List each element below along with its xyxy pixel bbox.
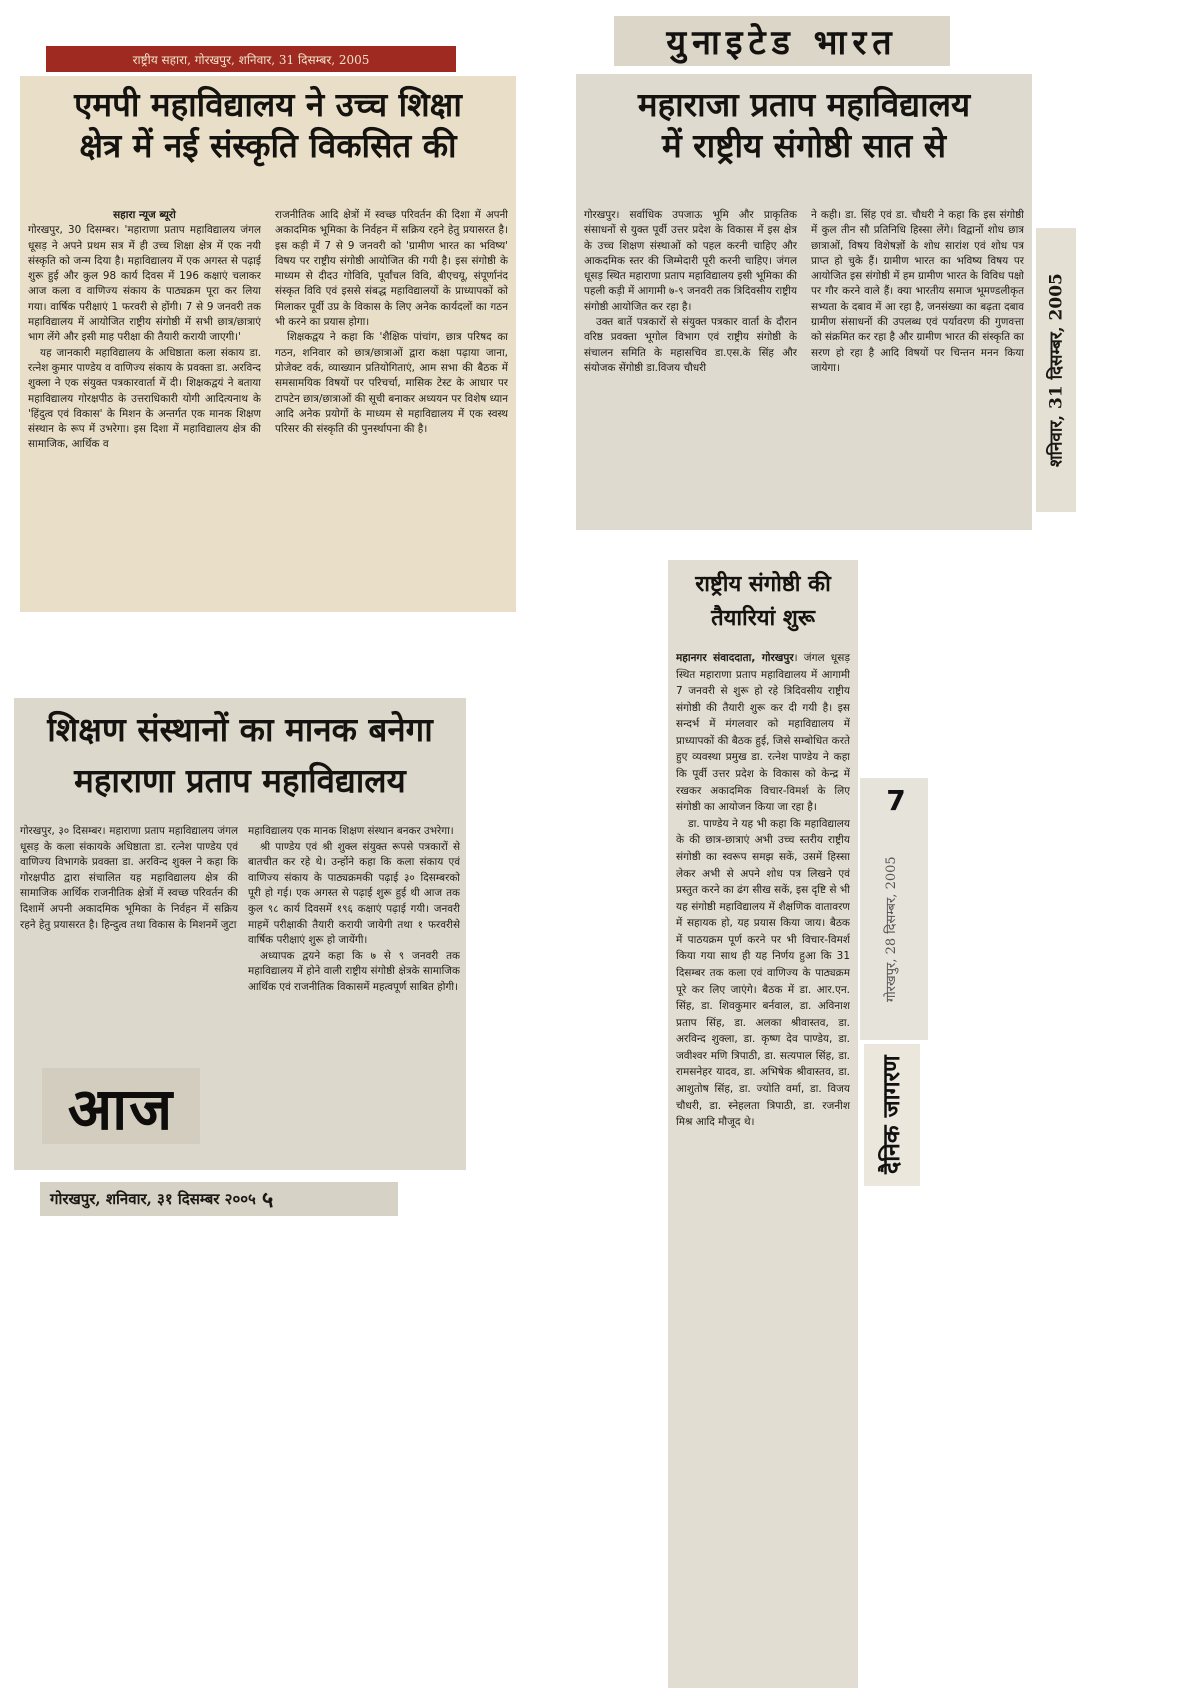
united-headline-line-1: महाराजा प्रताप महाविद्यालय [637, 85, 971, 124]
aaj-col2-para-1: महाविद्यालय एक मानक शिक्षण संस्थान बनकर उभरेगा। [248, 825, 454, 837]
sahara-byline: सहारा न्यूज ब्यूरो [113, 209, 176, 221]
aaj-logo: आज [67, 1074, 175, 1143]
aaj-col2-para-2: श्री पाण्डेय एवं श्री शुक्ल संयुक्त रूपसे पत्रकारों से बातचीत कर रहे थे। उन्होंने कहा कि कला संकाय एवं वाणिज्य संकाय के पाठ्यक्रमकी पढ़ाई ३० दिसम्बरको पूरी हो गई। एक अगस्त से पढ़ाई शुरू हुई थी आज तक कुल ९८ कार्य दिवसमें १९६ कक्षाएं पढ़ाई गयी। जनवरी माहमें परीक्षाकी तैयारी करायी जायेगी तथा १ फरवरीसे वार्षिक परीक्षाएं शुरू हो जायेंगी। [248, 840, 460, 947]
aaj-headline-line-1: शिक्षण संस्थानों का मानक बनेगा [47, 710, 433, 749]
united-column-2 [811, 208, 1024, 526]
jagran-body [676, 650, 850, 1682]
sahara-col1-para-2: यह जानकारी महाविद्यालय के अधिष्ठाता कला संकाय डा. रत्नेश कुमार पाण्डेय व वाणिज्य संकाय के प्रवक्ता डा. अरविन्द शुक्ला ने एक संयुक्त पत्रकारवार्ता में दी। शिक्षकद्वयं ने बताया महाविद्यालय गोरक्षपीठ के उत्तराधिकारी योगी आदित्यनाथ के 'हिंदुत्व एवं विकास' के मिशन के अन्तर्गत एक मानक शिक्षण संस्थान के रूप में उभरेगा। इस दिशा में महाविद्यालय क्षेत्र की सामाजिक, आर्थिक व [28, 346, 261, 451]
sahara-headline-line-1: एमपी महाविद्यालय ने उच्च शिक्षा [74, 85, 462, 124]
jagran-para-2: डा. पाण्डेय ने यह भी कहा कि महाविद्यालय के की छात्र-छात्राएं अभी उच्च स्तरीय राष्ट्रीय संगोष्ठी का स्वरूप समझ सकें, उसमें हिस्सा लेकर अभी से अपने शोध पत्र लिखने एवं प्रस्तुत करने का ढंग सीख सकें, इस दृष्टि से भी यह संगोष्ठी महाविद्यालय में शैक्षणिक वातावरण में सहायक हो, यह प्रयास किया जाय। बैठक में पाठयक्रम पूर्ण करने पर भी विचार-विमर्श किया गया साथ ही यह निर्णय हुआ कि 31 दिसम्बर तक कला एवं वाणिज्य के पाठ्यक्रम पूरे कर लिए जाएंगे। बैठक में डा. आर.एन. सिंह, डा. शिवकुमार बर्नवाल, डा. अविनाश प्रताप सिंह, डा. अलका श्रीवास्तव, डा. अरविन्द शुक्ला, डा. कृष्ण देव पाण्डेय, डा. जवीश्वर मणि त्रिपाठी, डा. सत्यपाल सिंह, डा. रामसनेहर यादव, डा. अभिषेक श्रीवास्तव, डा. आशुतोष सिंह, डा. ज्योति वर्मा, डा. विजय चौधरी, डा. स्नेहलता त्रिपाठी, डा. रजनीश मिश्र आदि मौजूद थे। [676, 817, 850, 1129]
aaj-col2-para-3: अध्यापक द्वयने कहा कि ७ से ९ जनवरी तक महाविद्यालय में होने वाली राष्ट्रीय संगोष्ठी क्षेत्रके सामाजिक आर्थिक एवं राजनीतिक विकासमें महत्वपूर्ण साबित होगी। [248, 949, 460, 994]
united-masthead: युनाइटेड भारत [666, 23, 898, 63]
united-side-date: शनिवार, 31 दिसम्बर, 2005 [1046, 273, 1067, 467]
united-body [584, 208, 1024, 526]
sahara-column-1 [28, 208, 261, 608]
sahara-col2-para-1: राजनीतिक आदि क्षेत्रों में स्वच्छ परिवर्तन की दिशा में अपनी अकादमिक भूमिका के निर्वहन में सक्रिय रहने हेतु प्रयासरत है। इस कड़ी में 7 से 9 जनवरी को 'ग्रामीण भारत का भविष्य' विषय पर राष्ट्रीय संगोष्ठी आयोजित की गयी है। इस संगोष्ठी के माध्यम से दीदउ गोविवि, पूर्वांचल विवि, बीएचयू, संपूर्णानंद संस्कृत विवि एवं इससे संबद्ध महाविद्यालयों के प्राध्यापकों को मिलाकर पूर्वी उप्र के विकास के लिए अनेक कार्यदलों का गठन भी करने का प्रयास होगा। [275, 209, 508, 329]
aaj-column-2 [248, 824, 460, 1164]
jagran-page-number: 7 [886, 784, 906, 817]
jagran-para-1 [676, 650, 850, 816]
sahara-dateline-bar [46, 46, 456, 72]
sahara-col1-para-1: गोरखपुर, 30 दिसम्बर। 'महाराणा प्रताप महाविद्यालय जंगल धूसड़ ने अपने प्रथम सत्र में ही उच्च शिक्षा क्षेत्र में एक नयी संस्कृति को जन्म दिया है। महाविद्यालय में एक अगस्त से पढ़ाई शुरू हुई और कुल 98 कार्य दिवस में 196 कक्षाएं चलाकर आज कला व वाणिज्य संकाय के पाठ्यक्रम पूरा कर लिया गया। वार्षिक परीक्षाएं 1 फरवरी से होंगी। 7 से 9 जनवरी तक महाविद्यालय में आयोजित राष्ट्रीय संगोष्ठी में सभी छात्र/छात्राएं भाग लेंगे और इसी माह परीक्षा की तैयारी करायी जाएगी।' [28, 224, 261, 344]
united-clipping [576, 74, 1032, 530]
jagran-para-1-text: । जंगल धूसड़ स्थित महाराणा प्रताप महाविद्यालय में आगामी 7 जनवरी से शुरू हो रहे त्रिदिवसीय राष्ट्रीय संगोष्ठी की तैयारी शुरू कर दी गयी है। इस सन्दर्भ में मंगलवार को महाविद्यालय में प्राध्यापकों की बैठक हुई, जिसे सम्बोधित करते हुए व्यवस्था प्रमुख डा. रत्नेश पाण्डेय ने कहा कि पूर्वी उत्तर प्रदेश के विकास को केन्द्र में रखकर अकादमिक विचार-विमर्श के लिए संगोष्ठी का आयोजन किया जा रहा है। [676, 652, 850, 814]
sahara-body [28, 208, 508, 608]
sahara-headline [20, 84, 516, 167]
united-col1-para-2: उक्त बातें पत्रकारों से संयुक्त पत्रकार वार्ता के दौरान वरिष्ठ प्रवक्ता भूगोल विभाग एवं राष्ट्रीय संगोष्ठी के संचालन समिति के महासचिव डा.एस.के सिंह और संयोजक सेंगोष्ठी डा.विजय चौधरी [584, 316, 797, 374]
aaj-col1-para-1: गोरखपुर, ३० दिसम्बर। महाराणा प्रताप महाविद्यालय जंगल धूसड़ के कला संकायके अधिष्ठाता डा. रत्नेश पाण्डेय एवं वाणिज्य विभागके प्रवक्ता डा. अरविन्द शुक्ल ने कहा कि गोरक्षपीठ द्वारा संचालित यह महाविद्यालय क्षेत्र की सामाजिक आर्थिक राजनीतिक क्षेत्रों में स्वच्छ परिवर्तन की दिशामें अपनी अकादमिक भूमिका के निर्वहन में सक्रिय रहने हेतु प्रयासरत है। हिन्दुत्व तथा विकास के मिशनमें जुटा [20, 825, 238, 931]
united-col1-para-1: गोरखपुर। सर्वाधिक उपजाऊ भूमि और प्राकृतिक संसाधनों से युक्त पूर्वी उत्तर प्रदेश के विकास में इस क्षेत्र के उच्च शिक्षण संस्थाओं को पहल करनी चाहिए और आकदमिक स्तर की जिम्मेदारी पूरी करनी चाहिए। जंगल धूसड़ स्थित महाराणा प्रताप महाविद्यालय इसी भूमिका की पहली कड़ी में आगामी ७-९ जनवरी तक त्रिदिवसीय राष्ट्रीय संगोष्ठी आयोजित कर रहा है। [584, 209, 797, 313]
sahara-dateline: राष्ट्रीय सहारा, गोरखपुर, शनिवार, 31 दिसम्बर, 2005 [132, 52, 370, 67]
united-column-1 [584, 208, 797, 526]
sahara-col2-para-2: शिक्षकद्वय ने कहा कि 'शैक्षिक पांचांग, छात्र परिषद का गठन, शनिवार को छात्र/छात्राओं द्वारा कक्षा पढ़ाया जाना, प्रोजेक्ट वर्क, व्याख्यान प्रतियोगिताएं, आम सभा की बैठक में समसामयिक विषयों पर परिचर्चा, मासिक टेस्ट के आधार पर टापटेन छात्र/छात्राओं की सूची बनाकर अध्ययन पर विशेष ध्यान आदि अनेक प्रयोगों के माध्यम से महाविद्यालय में एक स्वस्थ परिसर की संस्कृति की पुनर्स्थापना की है। [275, 331, 508, 436]
jagran-logo: दैनिक जागरण [879, 1055, 905, 1175]
jagran-clipping [668, 560, 858, 1688]
jagran-date-strip [860, 778, 928, 1040]
sahara-column-2 [275, 208, 508, 608]
jagran-date-vertical [872, 824, 912, 1034]
jagran-byline: महानगर संवाददाता, गोरखपुर [676, 652, 794, 664]
united-masthead-box [614, 16, 950, 66]
sahara-headline-line-2: क्षेत्र में नई संस्कृति विकसित की [79, 126, 457, 166]
aaj-headline-line-2: महाराणा प्रताप महाविद्यालय [74, 761, 406, 801]
aaj-dateline: गोरखपुर, शनिवार, ३१ दिसम्बर २००५ [50, 1190, 256, 1208]
united-col2-para-1: ने कही। डा. सिंह एवं डा. चौधरी ने कहा कि इस संगोष्ठी में कुल तीन सौ प्रतिनिधि हिस्सा लेंगे। विद्वानों शोध छात्र छात्राओं, विषय विशेषज्ञों के शोध सारांश एवं शोध पत्र प्राप्त हो चुके हैं। ग्रामीण भारत का भविष्य विषय पर आयोजित इस संगोष्ठी में हम ग्रामीण भारत के विविध पक्षो पर गौर करने वाले हैं। क्या भारतीय समाज भूमण्डलीकृत सभ्यता के दबाव में आ रहा है, जनसंख्या का बढ़ता दबाव ग्रामीण संसाधनों की उपलब्ध एवं पर्यावरण की गुणवत्ता को संक्रमित कर रहा है और ग्रामीण भारत की संस्कृति का सरण हो रहा है आदि विषयों पर चिन्तन मनन किया जायेगा। [811, 209, 1024, 374]
jagran-headline-line-1: राष्ट्रीय संगोष्ठी की [695, 572, 831, 597]
sahara-clipping [20, 76, 516, 612]
united-headline [576, 84, 1032, 167]
aaj-logo-box [42, 1068, 200, 1144]
jagran-headline-line-2: तैयारियां शुरू [711, 606, 815, 632]
united-side-date-strip [1036, 228, 1076, 512]
jagran-date: गोरखपुर, 28 दिसम्बर, 2005 [884, 856, 899, 1002]
aaj-headline [14, 704, 466, 806]
jagran-logo-strip [864, 1044, 920, 1186]
jagran-headline [668, 568, 858, 636]
aaj-dateline-bar [40, 1182, 398, 1216]
aaj-page-number: ५ [261, 1187, 274, 1213]
united-headline-line-2: में राष्ट्रीय संगोष्ठी सात से [661, 126, 947, 166]
aaj-column-1 [20, 824, 238, 1048]
